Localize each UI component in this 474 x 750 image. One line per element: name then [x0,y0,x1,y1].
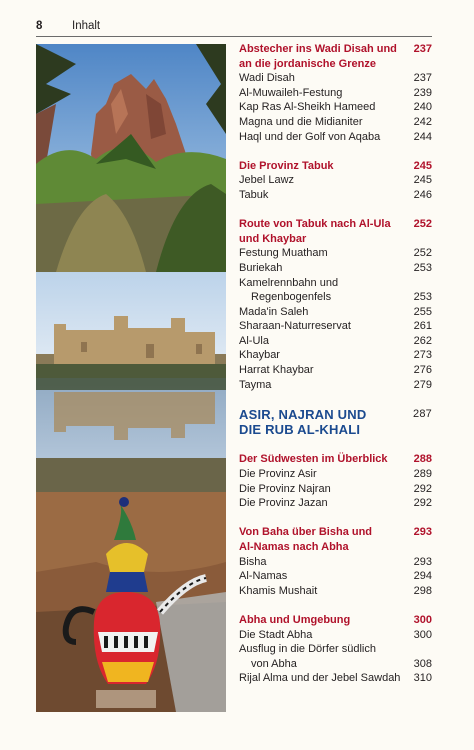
toc-entry[interactable] [239,100,432,115]
toc-entry[interactable] [239,584,432,599]
toc-entry-text: Harrat Khaybar [239,364,314,377]
toc-page-number: 240 [413,101,432,114]
toc-entry[interactable] [239,363,432,378]
toc-page-number: 289 [413,468,432,481]
toc-title-text: an die jordanische Grenze [239,57,376,70]
page-number: 8 [36,20,43,32]
toc-group [239,613,432,686]
toc-page-number: 293 [413,555,432,568]
toc-entry[interactable] [239,642,432,657]
page-header [36,16,432,37]
toc-page-number: 292 [413,482,432,495]
toc-page-number: 308 [413,657,432,670]
toc-title-text: Die Provinz Tabuk [239,159,334,172]
toc-entry-text: Kap Ras Al-Sheikh Hameed [239,101,376,114]
toc-entry[interactable] [239,290,432,305]
toc-page-number: 288 [413,453,432,466]
toc-page-number: 273 [413,349,432,362]
toc-entry[interactable] [239,569,432,584]
toc-title-text: Der Südwesten im Überblick [239,453,388,466]
toc-entry-text: von Abha [251,657,297,670]
toc-entry[interactable] [239,130,432,145]
photo-festung [36,272,226,492]
toc-group-title[interactable] [239,540,432,555]
toc-entry[interactable] [239,467,432,482]
toc-page-number [406,540,432,555]
toc-entry-text: Al-Ula [239,334,269,347]
toc-group-title[interactable] [239,452,432,467]
toc-region-heading[interactable] [239,422,432,438]
toc-entry-text: Die Provinz Najran [239,482,331,495]
toc-entry[interactable] [239,555,432,570]
toc-title-text: Abstecher ins Wadi Disah und [239,43,397,55]
toc-entry-text: Al-Namas [239,570,288,583]
toc-page-number: 237 [413,72,432,85]
toc-entry-text: Sharaan-Naturreservat [239,320,351,333]
toc-group-title[interactable] [239,159,432,174]
toc-page-number: 293 [413,526,432,539]
toc-page-number: 245 [413,159,432,172]
toc-group-title[interactable] [239,232,432,247]
toc-entry[interactable] [239,261,432,276]
toc-entry[interactable] [239,173,432,188]
photo-column [36,44,226,712]
toc-page-number: 244 [413,130,432,143]
toc-entry[interactable] [239,628,432,643]
toc-entry[interactable] [239,276,432,291]
toc-group-title[interactable] [239,57,432,72]
toc-title-text: Route von Tabuk nach Al-Ula [239,218,391,231]
toc-entry-text: Khaybar [239,349,280,362]
toc-entry[interactable] [239,246,432,261]
toc-entry[interactable] [239,378,432,393]
toc-title-text: DIE RUB AL-KHALI [239,422,361,438]
toc-group [239,407,432,438]
toc-title-text: Al-Namas nach Abha [239,541,349,553]
toc-page-number: 239 [413,86,432,99]
toc-page-number: 287 [413,407,432,420]
toc-page-number: 294 [413,570,432,583]
toc-title-text: Von Baha über Bisha und [239,526,373,539]
toc-page-number: 292 [413,497,432,510]
toc-entry[interactable] [239,482,432,497]
toc-entry-text: Al-Muwaileh-Festung [239,86,343,99]
toc-entry-text: Die Provinz Asir [239,468,317,481]
toc-entry[interactable] [239,115,432,130]
toc-entry-text: Kamelrennbahn und [239,276,339,289]
toc-entry[interactable] [239,71,432,86]
toc-page-number: 245 [413,174,432,187]
toc-page-number: 300 [413,628,432,641]
toc-group-title[interactable] [239,525,432,540]
toc-page-number: 237 [413,43,432,55]
toc-entry-text: Rijal Alma und der Jebel Sawdah [239,672,401,685]
toc-entry-text: Haql und der Golf von Aqaba [239,130,381,143]
toc-page-number: 253 [413,261,432,274]
toc-region-heading[interactable] [239,407,432,423]
toc-entry[interactable] [239,496,432,511]
toc-page-number: 310 [413,672,432,685]
table-of-contents [239,42,432,701]
toc-entry-text: Wadi Disah [239,72,295,85]
toc-page-number [406,57,432,72]
toc-entry-text: Mada'in Saleh [239,305,309,318]
toc-title-text: ASIR, NAJRAN UND [239,406,367,422]
toc-entry-text: Khamis Mushait [239,584,318,597]
toc-entry[interactable] [239,334,432,349]
toc-group-title[interactable] [239,217,432,232]
toc-group [239,159,432,203]
toc-entry[interactable] [239,348,432,363]
toc-entry[interactable] [239,657,432,672]
toc-entry-text: Magna und die Midianiter [239,115,363,128]
toc-page-number: 298 [413,584,432,597]
toc-page-number: 246 [413,188,432,201]
toc-page-number: 300 [413,613,432,626]
toc-page-number: 253 [413,291,432,304]
toc-entry-text: Buriekah [239,261,283,274]
toc-entry[interactable] [239,671,432,686]
toc-page-number [406,642,432,657]
toc-entry-text: Die Provinz Jazan [239,497,328,510]
toc-group-title[interactable] [239,613,432,628]
toc-page-number: 252 [413,247,432,260]
toc-entry-text: Regenbogenfels [251,291,332,304]
toc-entry-text: Tabuk [239,188,269,201]
toc-title-text: und Khaybar [239,232,307,245]
toc-entry-text: Bisha [239,555,267,568]
toc-group [239,42,432,144]
section-title: Inhalt [72,20,101,32]
toc-page-number: 261 [413,320,432,333]
toc-group [239,217,432,392]
toc-entry[interactable] [239,188,432,203]
photo-dallah [36,492,226,712]
toc-page-number: 262 [413,334,432,347]
toc-title-text: Abha und Umgebung [239,613,351,626]
toc-page-number [406,232,432,247]
toc-entry-text: Die Stadt Abha [239,628,313,641]
toc-entry-text: Jebel Lawz [239,174,295,187]
toc-entry-text: Tayma [239,378,272,391]
toc-group-title[interactable] [239,42,432,57]
toc-page-number: 276 [413,364,432,377]
toc-group [239,452,432,510]
toc-page-number: 242 [413,115,432,128]
toc-page-number: 255 [413,305,432,318]
toc-page-number [406,276,432,291]
toc-entry[interactable] [239,305,432,320]
toc-group [239,525,432,598]
toc-entry-text: Festung Muatham [239,247,328,260]
toc-page-number: 279 [413,378,432,391]
toc-entry-text: Ausflug in die Dörfer südlich [239,643,376,656]
toc-entry[interactable] [239,319,432,334]
photo-wadi-disah [36,44,226,272]
toc-page-number: 252 [413,218,432,231]
toc-entry[interactable] [239,86,432,101]
